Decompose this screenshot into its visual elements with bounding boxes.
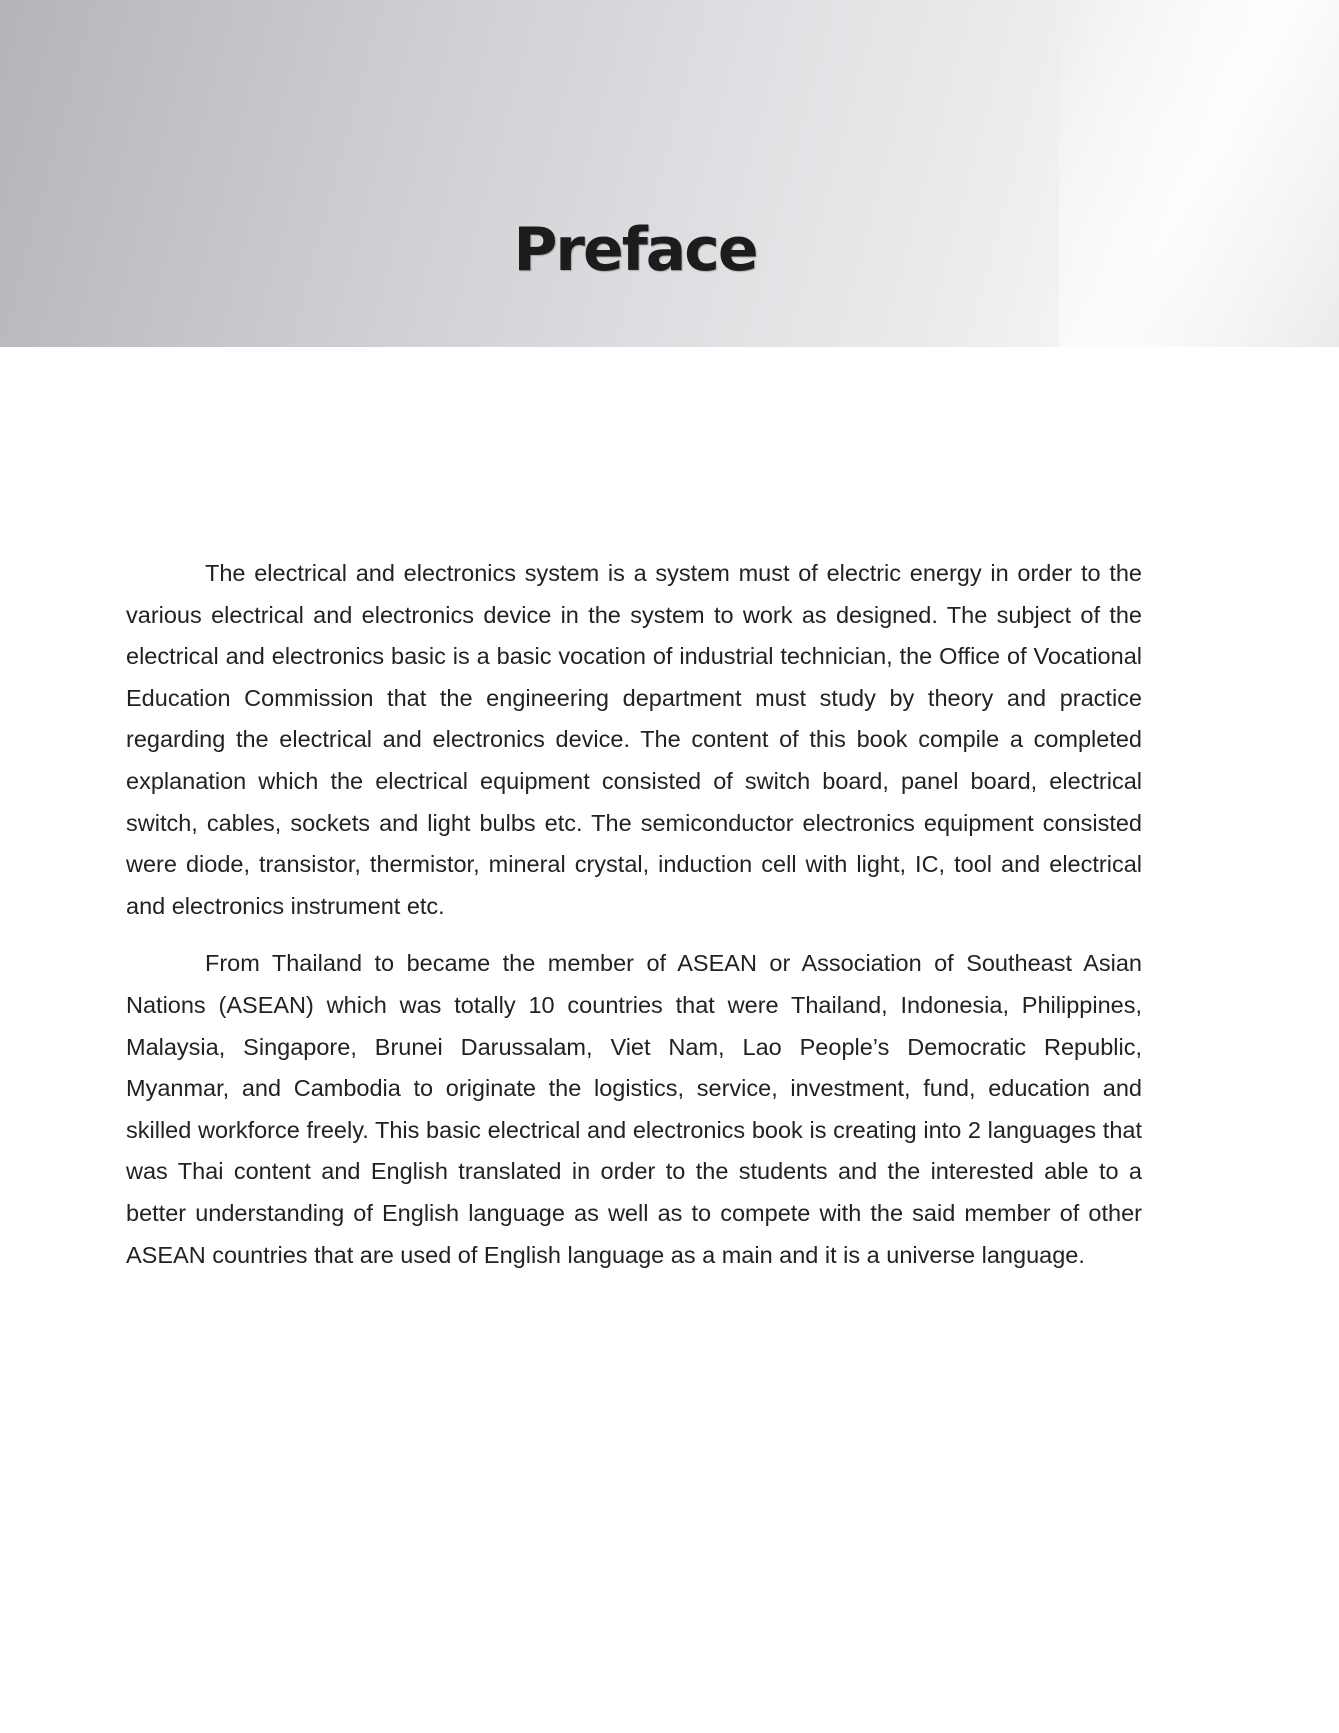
- paragraph: From Thailand to became the member of ASEAN or Association of Southeast Asian Nations (ASEAN) which was totally 10 countries that were Thailand, Indonesia, Philippines, Malaysia, Singapore, Brunei Darussalam, Viet Nam, Lao People’s Democratic Republic, Myanmar, and Cambodia to originate the logistics, service, investment, fund, education and skilled workforce freely. This basic electrical and electronics book is creating into 2 languages that was Thai content and English translated in order to the students and the interested able to a better understanding of English language as well as to compete with the said member of other ASEAN countries that are used of English language as a main and it is a universe language.: [126, 950, 1142, 1268]
- preface-body: [126, 553, 1142, 1292]
- page-title: Preface: [513, 215, 757, 286]
- header-band: [0, 0, 1339, 347]
- paragraph: The electrical and electronics system is a system must of electric energy in order to the various electrical and electronics device in the system to work as designed. The subject of the electrical and electronics basic is a basic vocation of industrial technician, the Office of Vocational Education Commission that the engineering department must study by theory and practice regarding the electrical and electronics device. The content of this book compile a completed explanation which the electrical equipment consisted of switch board, panel board, electrical switch, cables, sockets and light bulbs etc. The semiconductor electronics equipment consisted were diode, transistor, thermistor, mineral crystal, induction cell with light, IC, tool and electrical and electronics instrument etc.: [126, 560, 1142, 919]
